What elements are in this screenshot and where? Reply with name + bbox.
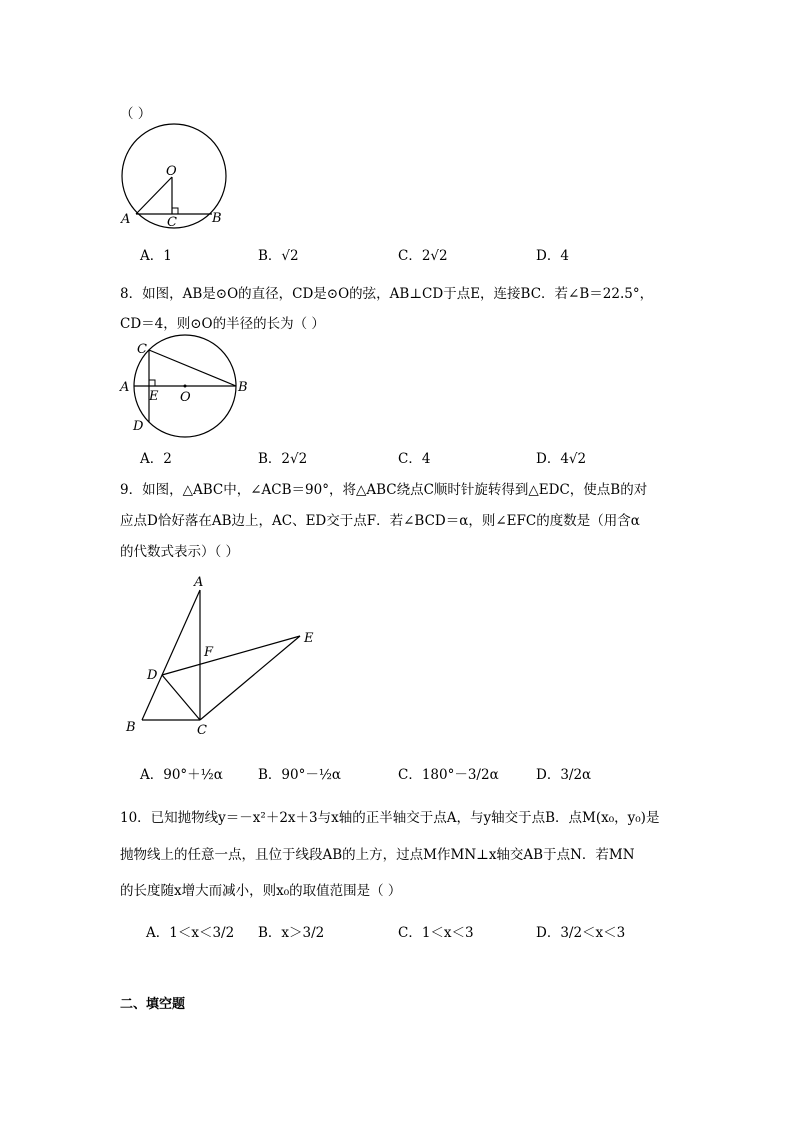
section-title-fill-in: 二、填空题 [120,997,186,1012]
q8-option-c[interactable]: C．4 [398,451,431,467]
q9-figure [120,570,330,740]
q9-label-a: A [194,575,204,590]
q10-option-d[interactable]: D．3/2＜x＜3 [536,925,626,941]
q9-label-c: C [197,723,207,738]
q9-label-d: D [147,668,158,683]
q8-option-d[interactable]: D．4√2 [536,451,587,467]
q9-label-f: F [204,645,214,660]
q8-label-c: C [137,342,147,357]
q7-label-a: A [121,212,131,227]
q7-label-b: B [212,211,222,226]
q7-label-o: O [166,164,177,179]
q10-stem-line3: 的长度随x增大而减小，则x₀的取值范围是（ ） [120,883,402,899]
q7-stem-tail: （ ） [120,106,152,122]
q10-stem-line2: 抛物线上的任意一点，且位于线段AB的上方，过点M作MN⊥x轴交AB于点N．若MN [120,847,635,863]
q10-option-c[interactable]: C．1＜x＜3 [398,925,474,941]
q9-stem-line2: 应点D恰好落在AB边上，AC、ED交于点F．若∠BCD＝α，则∠EFC的度数是（用含α [120,513,640,529]
q7-option-c[interactable]: C．2√2 [398,248,448,264]
q8-stem-line2: CD＝4，则⊙O的半径的长为（ ） [120,316,325,332]
q9-stem-line1: 9．如图，△ABC中，∠ACB＝90°，将△ABC绕点C顺时针旋转得到△EDC，使点B的对 [120,482,648,498]
q9-label-b: B [126,720,136,735]
q7-option-a[interactable]: A．1 [140,248,172,264]
q9-option-c[interactable]: C．180°－3/2α [398,767,499,783]
q9-stem-line3: 的代数式表示）（ ） [120,544,240,560]
q7-option-b[interactable]: B．√2 [258,248,299,264]
q8-option-a[interactable]: A．2 [140,451,172,467]
q10-stem-line1: 10．已知抛物线y＝－x²＋2x＋3与x轴的正半轴交于点A，与y轴交于点B．点M(x₀，y₀)是 [120,810,660,826]
q9-label-e: E [304,631,314,646]
q9-option-d[interactable]: D．3/2α [536,767,592,783]
q10-option-b[interactable]: B．x＞3/2 [258,925,325,941]
q8-label-e: E [149,389,159,404]
q9-option-a[interactable]: A．90°＋½α [140,767,223,783]
q7-option-d[interactable]: D．4 [536,248,569,264]
q8-option-b[interactable]: B．2√2 [258,451,308,467]
q8-label-b: B [238,380,248,395]
q8-figure [118,335,258,445]
q8-label-o: O [180,390,191,405]
q7-label-c: C [167,215,177,230]
q7-figure [110,125,240,235]
q8-label-d: D [133,419,144,434]
q8-stem-line1: 8．如图，AB是⊙O的直径，CD是⊙O的弦，AB⊥CD于点E，连接BC．若∠B＝22.5°， [120,286,654,302]
q10-option-a[interactable]: A．1＜x＜3/2 [146,925,235,941]
q9-option-b[interactable]: B．90°－½α [258,767,342,783]
q8-label-a: A [120,380,130,395]
